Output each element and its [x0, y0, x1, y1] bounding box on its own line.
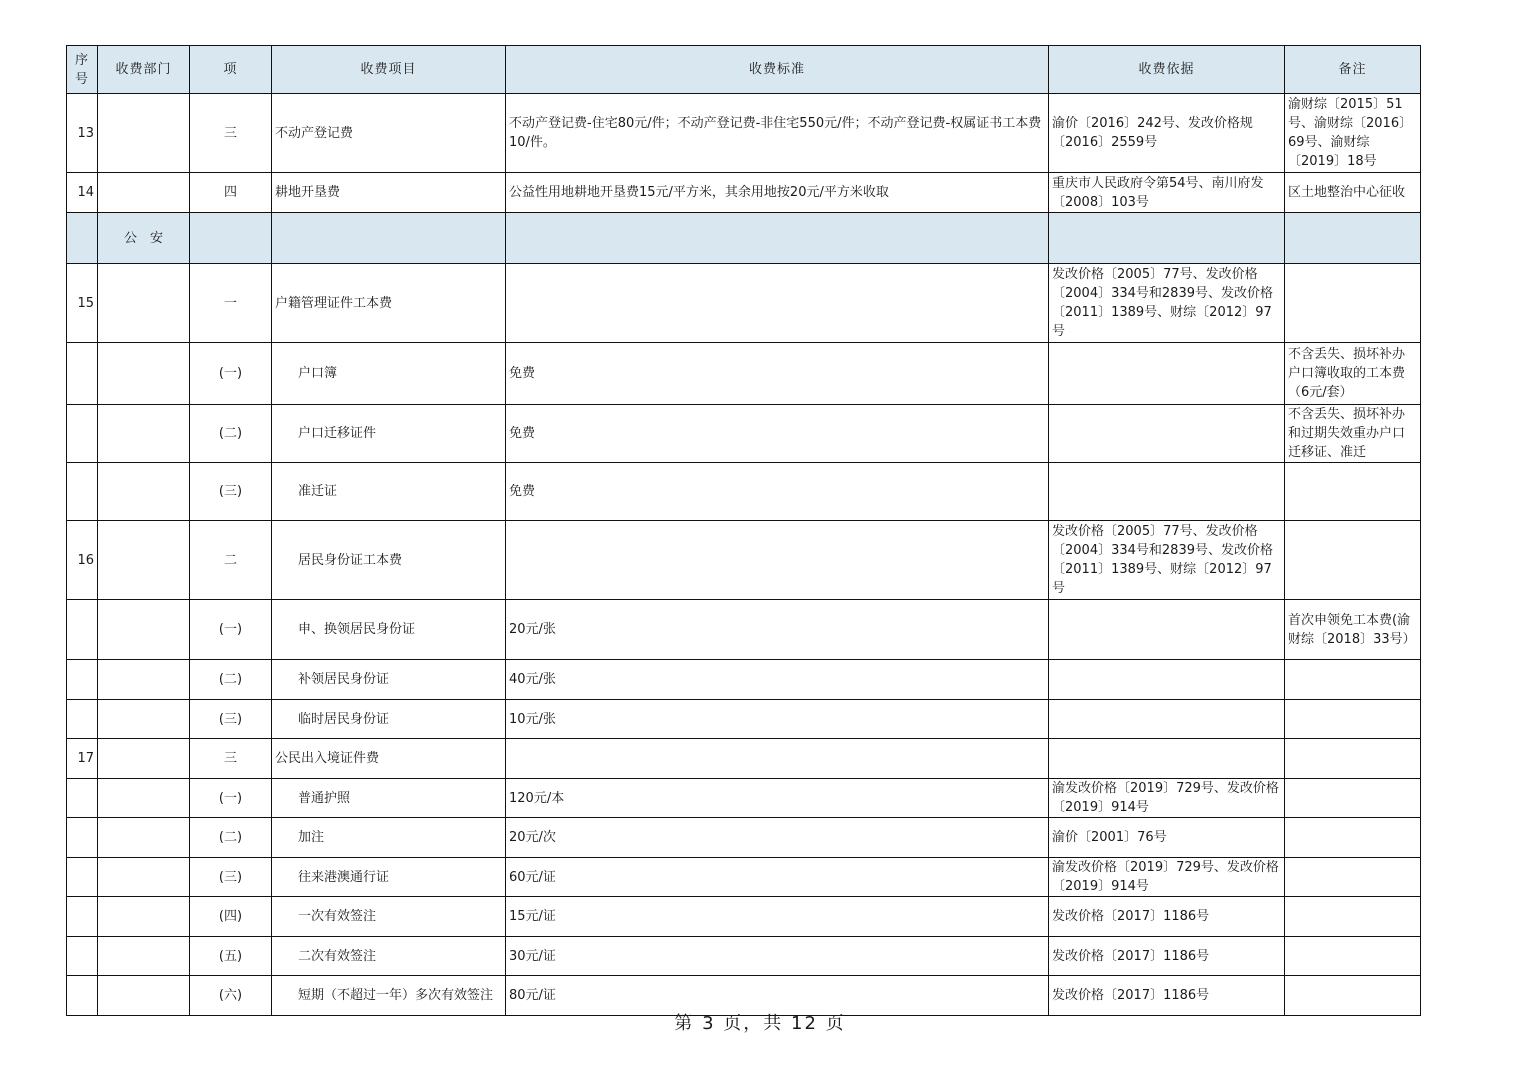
cell-standard: 30元/证	[506, 937, 1049, 976]
cell-dept	[98, 739, 190, 779]
cell-seq	[67, 600, 98, 660]
cell-basis: 发改价格〔2017〕1186号	[1049, 976, 1285, 1016]
cell-item: 一	[190, 264, 272, 343]
cell-dept	[98, 858, 190, 897]
header-standard: 收费标准	[506, 46, 1049, 94]
cell-item: 三	[190, 94, 272, 173]
cell-remark: 首次申领免工本费(渝财综〔2018〕33号）	[1285, 600, 1421, 660]
cell-remark	[1285, 858, 1421, 897]
cell-standard: 15元/证	[506, 897, 1049, 937]
cell-name: 居民身份证工本费	[272, 521, 506, 600]
table-row	[67, 858, 1421, 897]
cell-name: 户口簿	[272, 343, 506, 405]
table-row	[67, 818, 1421, 858]
table-row	[67, 405, 1421, 463]
cell-remark	[1285, 660, 1421, 700]
cell-dept	[98, 937, 190, 976]
cell-basis	[1049, 660, 1285, 700]
cell-name: 不动产登记费	[272, 94, 506, 173]
cell-dept	[98, 600, 190, 660]
cell-seq: 17	[67, 739, 98, 779]
cell-seq: 15	[67, 264, 98, 343]
cell-name: 短期（不超过一年）多次有效签注	[272, 976, 506, 1016]
table-row	[67, 343, 1421, 405]
cell-standard	[506, 213, 1049, 264]
cell-seq	[67, 937, 98, 976]
cell-dept	[98, 405, 190, 463]
cell-name: 耕地开垦费	[272, 173, 506, 213]
cell-name: 公民出入境证件费	[272, 739, 506, 779]
cell-standard	[506, 739, 1049, 779]
cell-seq	[67, 405, 98, 463]
table-row	[67, 264, 1421, 343]
table-row	[67, 739, 1421, 779]
header-name: 收费项目	[272, 46, 506, 94]
cell-basis	[1049, 405, 1285, 463]
fee-table	[66, 45, 1421, 1016]
cell-standard: 不动产登记费-住宅80元/件；不动产登记费-非住宅550元/件；不动产登记费-权属证书工本费10/件。	[506, 94, 1049, 173]
cell-item: (二)	[190, 660, 272, 700]
page-footer: 第 3 页，共 12 页	[674, 1013, 846, 1034]
cell-seq: 13	[67, 94, 98, 173]
cell-seq	[67, 213, 98, 264]
cell-remark: 渝财综〔2015〕51号、渝财综〔2016〕69号、渝财综〔2019〕18号	[1285, 94, 1421, 173]
cell-standard: 20元/次	[506, 818, 1049, 858]
cell-standard: 免费	[506, 405, 1049, 463]
cell-seq: 14	[67, 173, 98, 213]
table-body	[67, 94, 1421, 1016]
cell-item: (三)	[190, 463, 272, 521]
cell-item: 三	[190, 739, 272, 779]
cell-remark	[1285, 779, 1421, 818]
cell-standard: 10元/张	[506, 700, 1049, 739]
cell-dept	[98, 173, 190, 213]
cell-seq	[67, 818, 98, 858]
table-row	[67, 779, 1421, 818]
table-row	[67, 521, 1421, 600]
cell-name: 申、换领居民身份证	[272, 600, 506, 660]
cell-item: (三)	[190, 700, 272, 739]
cell-item: (一)	[190, 600, 272, 660]
cell-basis	[1049, 700, 1285, 739]
cell-seq	[67, 463, 98, 521]
cell-seq	[67, 897, 98, 937]
cell-standard	[506, 264, 1049, 343]
table-row	[67, 600, 1421, 660]
cell-seq	[67, 779, 98, 818]
cell-standard: 120元/本	[506, 779, 1049, 818]
cell-dept	[98, 660, 190, 700]
cell-name: 往来港澳通行证	[272, 858, 506, 897]
cell-remark: 不含丢失、损坏补办户口簿收取的工本费（6元/套）	[1285, 343, 1421, 405]
cell-dept	[98, 343, 190, 405]
cell-item: (二)	[190, 818, 272, 858]
cell-standard	[506, 521, 1049, 600]
cell-basis: 渝价〔2001〕76号	[1049, 818, 1285, 858]
cell-item	[190, 213, 272, 264]
table-row	[67, 94, 1421, 173]
cell-name: 二次有效签注	[272, 937, 506, 976]
cell-item: 二	[190, 521, 272, 600]
cell-dept	[98, 779, 190, 818]
section-row	[67, 213, 1421, 264]
cell-name: 临时居民身份证	[272, 700, 506, 739]
cell-dept	[98, 94, 190, 173]
cell-dept	[98, 463, 190, 521]
cell-remark	[1285, 700, 1421, 739]
cell-basis: 重庆市人民政府令第54号、南川府发〔2008〕103号	[1049, 173, 1285, 213]
cell-item: (三)	[190, 858, 272, 897]
cell-basis	[1049, 213, 1285, 264]
cell-dept	[98, 818, 190, 858]
cell-basis: 发改价格〔2017〕1186号	[1049, 897, 1285, 937]
header-remark: 备注	[1285, 46, 1421, 94]
cell-dept	[98, 521, 190, 600]
cell-name: 准迁证	[272, 463, 506, 521]
cell-standard: 60元/证	[506, 858, 1049, 897]
cell-dept: 公 安	[98, 213, 190, 264]
cell-item: (一)	[190, 779, 272, 818]
cell-seq	[67, 700, 98, 739]
table-row	[67, 660, 1421, 700]
cell-seq: 16	[67, 521, 98, 600]
cell-name: 户籍管理证件工本费	[272, 264, 506, 343]
cell-standard: 80元/证	[506, 976, 1049, 1016]
header-item: 项	[190, 46, 272, 94]
cell-name: 加注	[272, 818, 506, 858]
cell-basis: 渝价〔2016〕242号、发改价格规〔2016〕2559号	[1049, 94, 1285, 173]
cell-basis: 发改价格〔2005〕77号、发改价格〔2004〕334号和2839号、发改价格〔2011〕1389号、财综〔2012〕97号	[1049, 264, 1285, 343]
cell-basis: 渝发改价格〔2019〕729号、发改价格〔2019〕914号	[1049, 858, 1285, 897]
table-row	[67, 700, 1421, 739]
cell-remark: 区土地整治中心征收	[1285, 173, 1421, 213]
header-seq: 序号	[67, 46, 98, 94]
cell-seq	[67, 858, 98, 897]
cell-basis	[1049, 463, 1285, 521]
cell-remark: 不含丢失、损坏补办和过期失效重办户口迁移证、准迁	[1285, 405, 1421, 463]
cell-standard: 20元/张	[506, 600, 1049, 660]
cell-seq	[67, 660, 98, 700]
cell-name	[272, 213, 506, 264]
header-dept: 收费部门	[98, 46, 190, 94]
cell-remark	[1285, 818, 1421, 858]
header-basis: 收费依据	[1049, 46, 1285, 94]
cell-basis	[1049, 343, 1285, 405]
cell-item: (六)	[190, 976, 272, 1016]
cell-basis	[1049, 600, 1285, 660]
cell-dept	[98, 700, 190, 739]
cell-dept	[98, 897, 190, 937]
cell-name: 普通护照	[272, 779, 506, 818]
cell-item: (一)	[190, 343, 272, 405]
cell-basis: 发改价格〔2017〕1186号	[1049, 937, 1285, 976]
cell-standard: 40元/张	[506, 660, 1049, 700]
cell-name: 补领居民身份证	[272, 660, 506, 700]
table-row	[67, 463, 1421, 521]
cell-name: 一次有效签注	[272, 897, 506, 937]
cell-basis	[1049, 739, 1285, 779]
cell-name: 户口迁移证件	[272, 405, 506, 463]
cell-remark	[1285, 463, 1421, 521]
cell-item: (五)	[190, 937, 272, 976]
cell-seq	[67, 343, 98, 405]
cell-remark	[1285, 521, 1421, 600]
cell-remark	[1285, 739, 1421, 779]
cell-dept	[98, 264, 190, 343]
cell-item: (二)	[190, 405, 272, 463]
table-row	[67, 937, 1421, 976]
cell-remark	[1285, 213, 1421, 264]
cell-standard: 公益性用地耕地开垦费15元/平方米，其余用地按20元/平方米收取	[506, 173, 1049, 213]
cell-remark	[1285, 937, 1421, 976]
cell-item: 四	[190, 173, 272, 213]
cell-standard: 免费	[506, 463, 1049, 521]
cell-remark	[1285, 264, 1421, 343]
cell-basis: 发改价格〔2005〕77号、发改价格〔2004〕334号和2839号、发改价格〔2011〕1389号、财综〔2012〕97号	[1049, 521, 1285, 600]
header-row	[67, 46, 1421, 94]
cell-basis: 渝发改价格〔2019〕729号、发改价格〔2019〕914号	[1049, 779, 1285, 818]
cell-item: (四)	[190, 897, 272, 937]
table-row	[67, 897, 1421, 937]
cell-standard: 免费	[506, 343, 1049, 405]
table-row	[67, 173, 1421, 213]
cell-remark	[1285, 897, 1421, 937]
